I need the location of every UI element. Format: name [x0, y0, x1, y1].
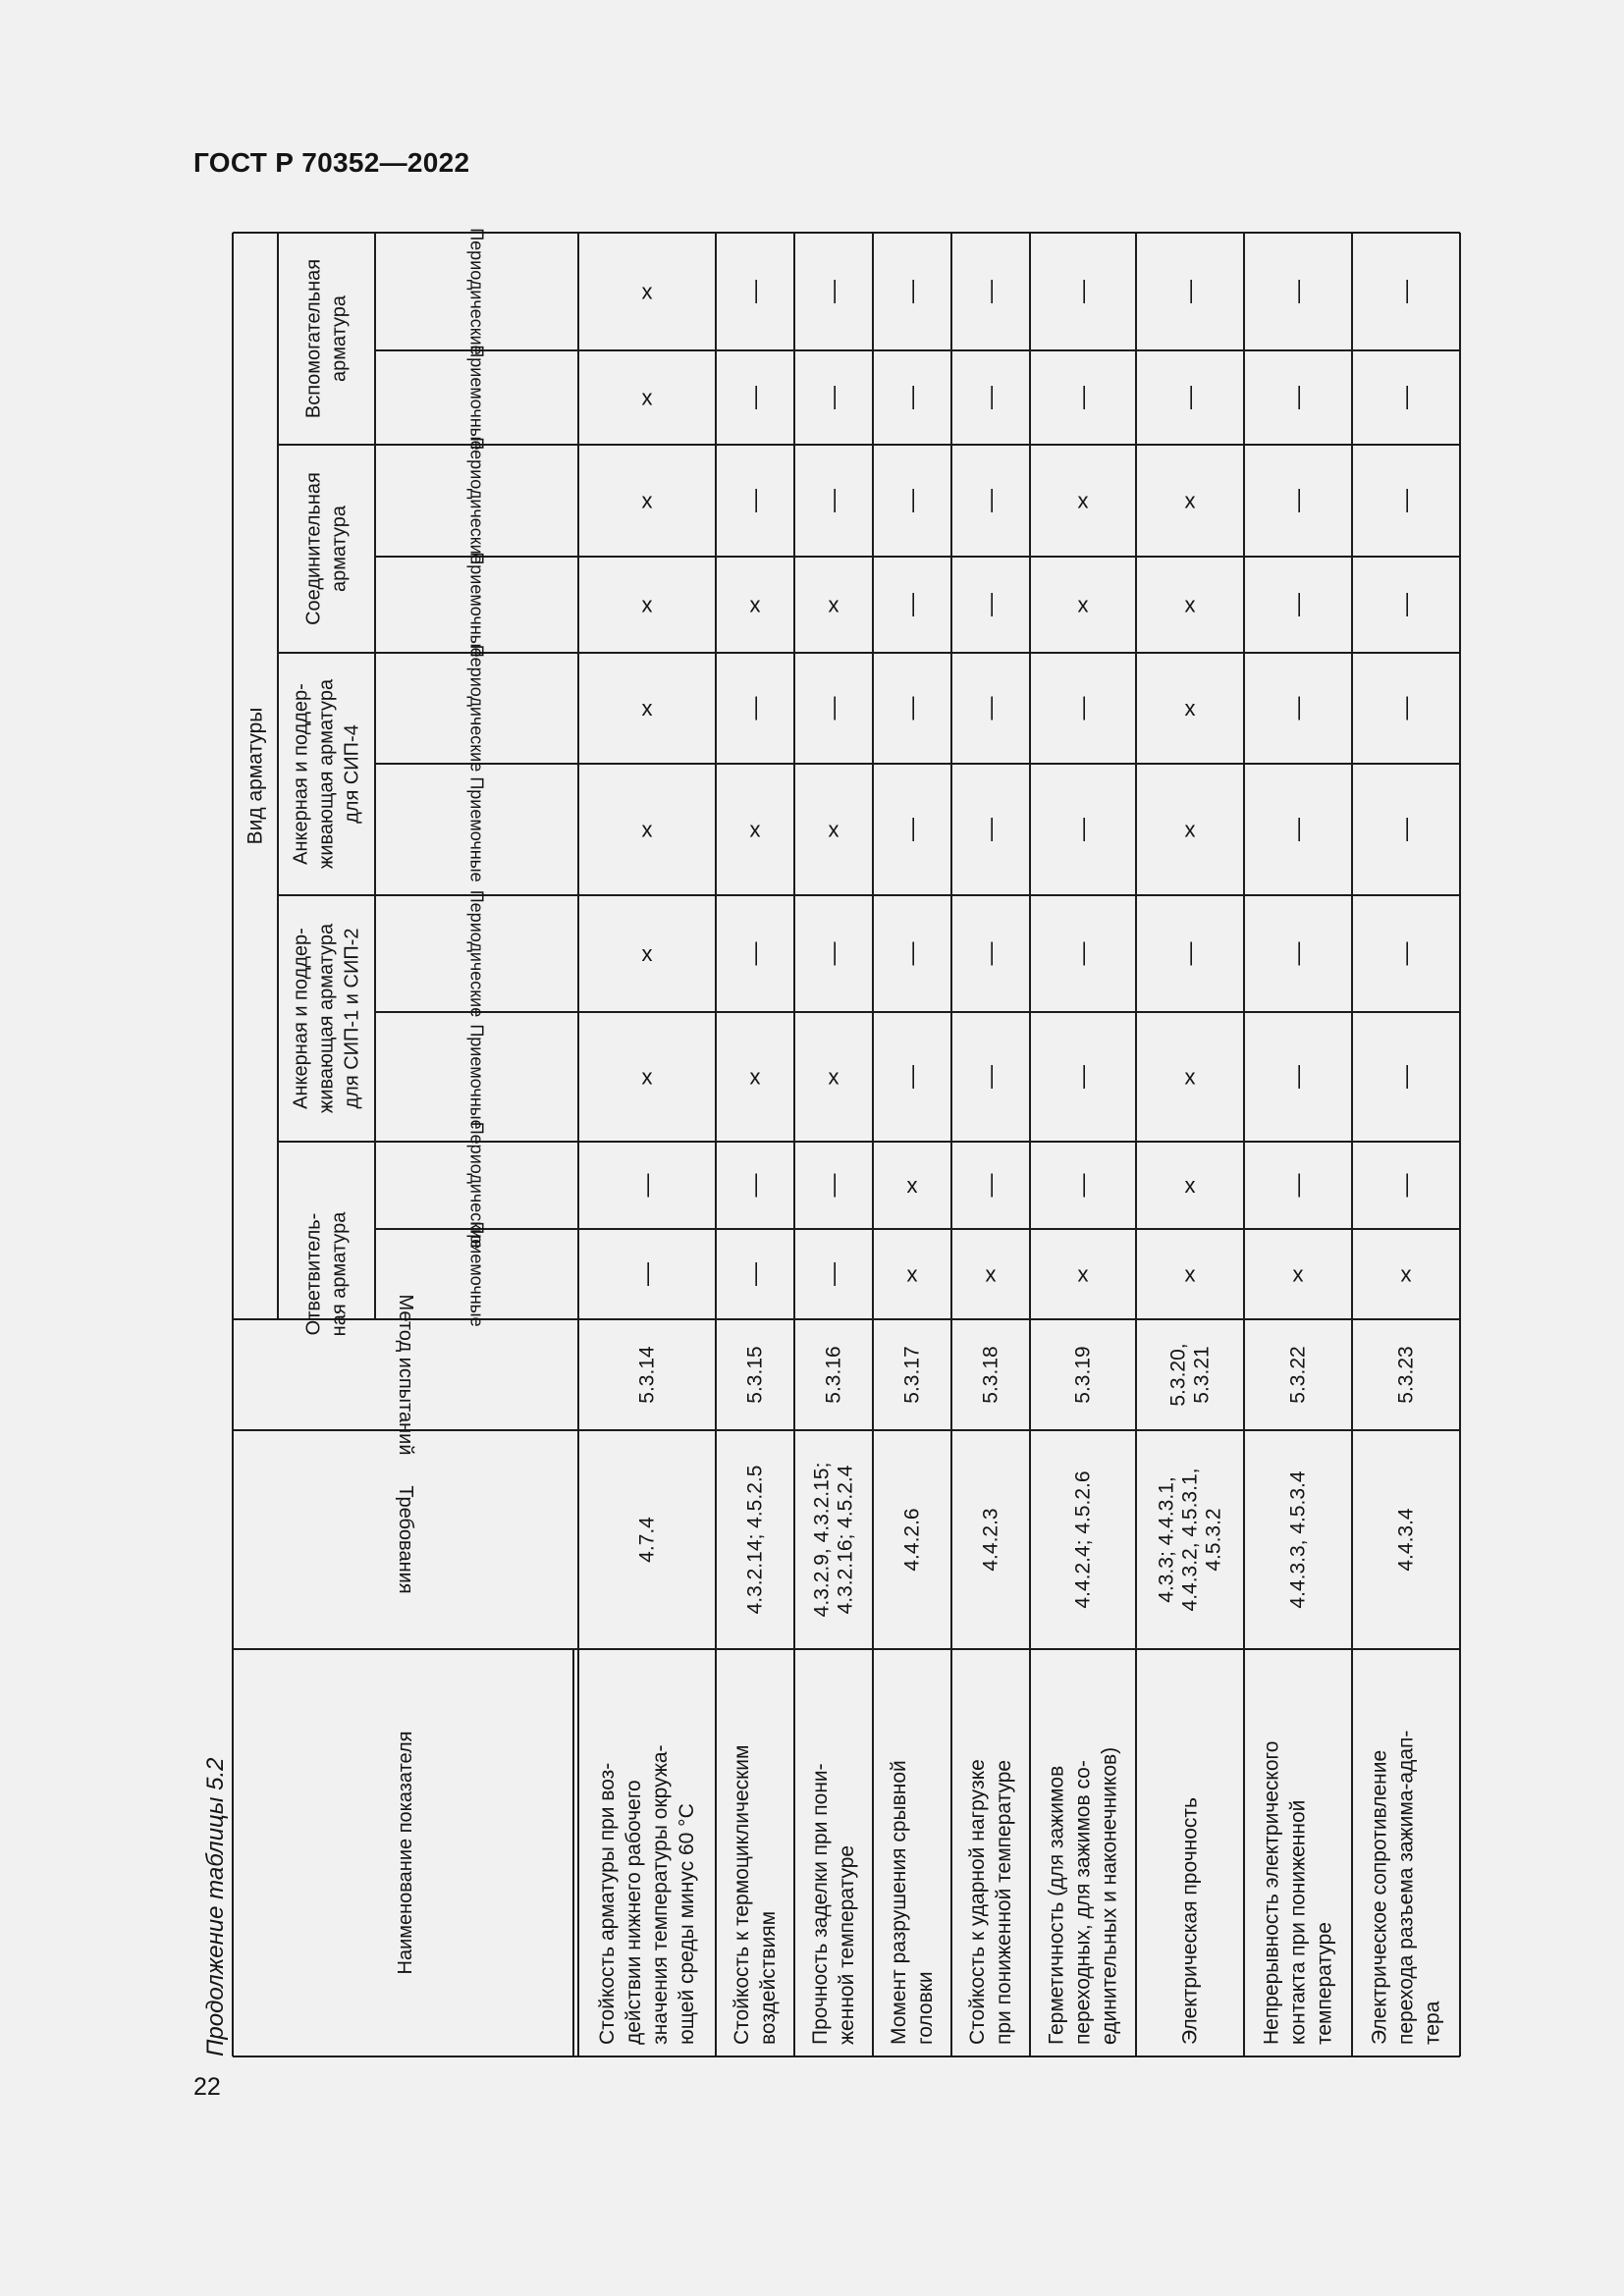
- row-name: женной температуре: [836, 1844, 858, 2045]
- subheader-acceptance: Приемочные: [466, 1024, 487, 1130]
- mark-dash: —: [1069, 818, 1097, 841]
- row-method: 5.3.19: [1071, 1346, 1095, 1404]
- row-requirement: 4.4.3.3, 4.5.3.4: [1286, 1470, 1310, 1609]
- mark-dash: —: [1392, 696, 1420, 721]
- subheader-acceptance: Приемочные: [466, 776, 487, 882]
- mark-dash: —: [1069, 696, 1097, 721]
- row-requirement: 4.3.2.9, 4.3.2.15;: [810, 1462, 834, 1618]
- group-header: арматура: [328, 505, 351, 593]
- mark-cross: х: [1184, 1173, 1196, 1198]
- row-method: 5.3.15: [743, 1346, 767, 1404]
- mark-dash: —: [741, 696, 769, 721]
- group-header: живающая арматура: [315, 923, 338, 1114]
- mark-dash: —: [1069, 1065, 1097, 1089]
- mark-cross: х: [828, 817, 839, 842]
- group-header: живающая арматура: [315, 678, 338, 870]
- mark-dash: —: [898, 386, 926, 409]
- row-requirement: 4.3.2.16; 4.5.2.4: [834, 1465, 857, 1615]
- group-header: Вспомогательная: [302, 258, 325, 419]
- mark-cross: х: [1077, 1261, 1089, 1287]
- mark-cross: х: [641, 696, 653, 721]
- mark-dash: —: [898, 941, 926, 966]
- mark-cross: х: [641, 385, 653, 410]
- row-name: единительных и наконечников): [1098, 1746, 1121, 2045]
- mark-dash: —: [1284, 818, 1312, 841]
- row-method: 5.3.20,: [1166, 1343, 1190, 1407]
- mark-cross: х: [749, 817, 761, 842]
- mark-dash: —: [741, 1262, 769, 1286]
- row-method: 5.3.22: [1286, 1346, 1310, 1404]
- mark-dash: —: [977, 593, 1004, 616]
- group-header: ная арматура: [328, 1211, 351, 1337]
- row-name: Герметичность (для зажимов: [1045, 1765, 1068, 2045]
- group-header: Анкерная и поддер-: [290, 928, 312, 1109]
- subheader-periodic: Периодические: [466, 437, 487, 564]
- mark-dash: —: [1284, 941, 1312, 966]
- row-requirement: 4.4.2.4; 4.5.2.6: [1071, 1470, 1095, 1609]
- row-method: 5.3.17: [900, 1346, 924, 1404]
- row-name: Стойкость к ударной нагрузке: [966, 1759, 989, 2045]
- mark-dash: —: [1176, 280, 1204, 303]
- mark-dash: —: [898, 593, 926, 616]
- mark-dash: —: [1392, 1065, 1420, 1089]
- mark-dash: —: [977, 1173, 1004, 1198]
- row-name: при пониженной температуре: [993, 1759, 1015, 2045]
- mark-dash: —: [633, 1262, 661, 1286]
- subheader-acceptance: Приемочные: [466, 552, 487, 658]
- mark-cross: х: [1184, 1064, 1196, 1090]
- row-name: Электрическая прочность: [1178, 1797, 1202, 2045]
- row-requirement: 4.4.3.2, 4.5.3.1,: [1178, 1468, 1202, 1612]
- header-requirements: Требования: [395, 1485, 416, 1594]
- mark-cross: х: [1184, 592, 1196, 617]
- mark-dash: —: [898, 1065, 926, 1089]
- mark-dash: —: [1392, 1173, 1420, 1198]
- table-caption: Продолжение таблицы 5.2: [202, 1757, 229, 2056]
- group-header: для СИП-1 и СИП-2: [341, 928, 363, 1109]
- mark-dash: —: [820, 1173, 847, 1198]
- row-name: контакта при пониженной: [1286, 1799, 1310, 2045]
- row-name: тера: [1421, 2001, 1444, 2045]
- group-header: Анкерная и поддер-: [290, 683, 312, 865]
- mark-dash: —: [741, 941, 769, 966]
- header-method: Метод испытаний: [395, 1294, 416, 1456]
- subheader-periodic: Периодические: [466, 644, 487, 773]
- mark-cross: х: [749, 592, 761, 617]
- subheader-periodic: Периодические: [466, 228, 487, 355]
- row-name: температуре: [1313, 1922, 1336, 2045]
- mark-dash: —: [977, 489, 1004, 512]
- mark-cross: х: [906, 1173, 918, 1198]
- mark-dash: —: [977, 1065, 1004, 1089]
- mark-dash: —: [1284, 1065, 1312, 1089]
- row-requirement: 4.3.2.14; 4.5.2.5: [743, 1465, 767, 1615]
- row-name: Стойкость к термоциклическим: [731, 1744, 753, 2045]
- document-header: ГОСТ Р 70352—2022: [193, 147, 470, 178]
- mark-cross: х: [828, 1064, 839, 1090]
- group-header: арматура: [328, 294, 351, 383]
- mark-dash: —: [977, 941, 1004, 966]
- mark-dash: —: [1284, 696, 1312, 721]
- mark-cross: х: [1077, 592, 1089, 617]
- row-name: ющей среды минус 60 °С: [676, 1803, 698, 2045]
- subheader-periodic: Периодические: [466, 1121, 487, 1250]
- mark-cross: х: [641, 592, 653, 617]
- row-name: переходных, для зажимов со-: [1071, 1760, 1095, 2045]
- row-name: головки: [914, 1971, 937, 2045]
- mark-dash: —: [1284, 489, 1312, 512]
- row-method: 5.3.18: [979, 1346, 1002, 1404]
- mark-cross: х: [641, 817, 653, 842]
- mark-dash: —: [1069, 386, 1097, 409]
- mark-dash: —: [1069, 941, 1097, 966]
- row-name: воздействиям: [757, 1910, 780, 2045]
- mark-dash: —: [1392, 593, 1420, 616]
- mark-dash: —: [977, 696, 1004, 721]
- mark-dash: —: [741, 489, 769, 512]
- row-name: перехода разъема зажима-адап-: [1394, 1730, 1418, 2045]
- mark-dash: —: [1392, 386, 1420, 409]
- subheader-acceptance: Приемочные: [466, 345, 487, 451]
- row-requirement: 4.3.3; 4.4.3.1,: [1155, 1476, 1178, 1603]
- group-header: Ответвитель-: [302, 1212, 325, 1336]
- mark-cross: х: [641, 941, 653, 966]
- row-name: Стойкость арматуры при воз-: [596, 1762, 619, 2045]
- mark-dash: —: [898, 696, 926, 721]
- group-header: Соединительная: [302, 472, 325, 625]
- mark-cross: х: [1184, 696, 1196, 721]
- mark-dash: —: [1284, 386, 1312, 409]
- row-requirement: 4.4.2.3: [979, 1508, 1002, 1572]
- row-method: 5.3.23: [1394, 1346, 1418, 1404]
- mark-dash: —: [1284, 1173, 1312, 1198]
- mark-cross: х: [1292, 1261, 1304, 1287]
- mark-dash: —: [1392, 280, 1420, 303]
- mark-cross: х: [1184, 488, 1196, 513]
- mark-cross: х: [1184, 817, 1196, 842]
- mark-dash: —: [741, 386, 769, 409]
- mark-dash: —: [741, 280, 769, 303]
- header-group-title: Вид арматуры: [244, 707, 267, 845]
- mark-dash: —: [1392, 818, 1420, 841]
- row-method: 5.3.16: [822, 1346, 845, 1404]
- mark-dash: —: [633, 1173, 661, 1198]
- mark-cross: х: [1077, 488, 1089, 513]
- mark-dash: —: [898, 489, 926, 512]
- mark-cross: х: [641, 488, 653, 513]
- mark-cross: х: [1400, 1261, 1412, 1287]
- row-name: Момент разрушения срывной: [888, 1760, 910, 2045]
- mark-dash: —: [820, 1262, 847, 1286]
- row-name: Электрическое сопротивление: [1368, 1749, 1391, 2045]
- mark-dash: —: [1392, 941, 1420, 966]
- mark-cross: х: [985, 1261, 997, 1287]
- row-method: 5.3.21: [1190, 1346, 1214, 1404]
- mark-dash: —: [1284, 593, 1312, 616]
- row-name: Прочность заделки при пони-: [809, 1763, 832, 2045]
- mark-dash: —: [820, 489, 847, 512]
- mark-dash: —: [741, 1173, 769, 1198]
- mark-dash: —: [977, 280, 1004, 303]
- subheader-periodic: Периодические: [466, 889, 487, 1018]
- page-number: 22: [193, 2073, 221, 2101]
- mark-cross: х: [641, 1064, 653, 1090]
- row-name: Непрерывность электрического: [1260, 1740, 1283, 2045]
- row-requirement: 4.7.4: [635, 1517, 659, 1563]
- subheader-acceptance: Приемочные: [466, 1221, 487, 1327]
- mark-cross: х: [906, 1261, 918, 1287]
- mark-dash: —: [1176, 386, 1204, 409]
- row-requirement: 4.4.2.6: [900, 1508, 924, 1572]
- row-method: 5.3.14: [635, 1346, 659, 1404]
- mark-dash: —: [1284, 280, 1312, 303]
- mark-dash: —: [898, 818, 926, 841]
- mark-dash: —: [1069, 1173, 1097, 1198]
- mark-cross: х: [749, 1064, 761, 1090]
- mark-dash: —: [1176, 941, 1204, 966]
- row-name: действии нижнего рабочего: [623, 1780, 645, 2045]
- table-texts: [244, 228, 1444, 2045]
- mark-dash: —: [820, 386, 847, 409]
- mark-dash: —: [977, 386, 1004, 409]
- row-requirement: 4.5.3.2: [1202, 1508, 1225, 1572]
- mark-dash: —: [820, 696, 847, 721]
- mark-dash: —: [898, 280, 926, 303]
- group-header: для СИП-4: [341, 724, 363, 824]
- row-name: значения температуры окружа-: [649, 1744, 672, 2045]
- mark-cross: х: [641, 279, 653, 304]
- row-requirement: 4.4.3.4: [1394, 1508, 1418, 1572]
- mark-cross: х: [1184, 1261, 1196, 1287]
- mark-dash: —: [820, 280, 847, 303]
- mark-dash: —: [977, 818, 1004, 841]
- mark-dash: —: [1392, 489, 1420, 512]
- mark-dash: —: [1069, 280, 1097, 303]
- header-name: Наименование показателя: [395, 1731, 416, 1975]
- mark-cross: х: [828, 592, 839, 617]
- mark-dash: —: [820, 941, 847, 966]
